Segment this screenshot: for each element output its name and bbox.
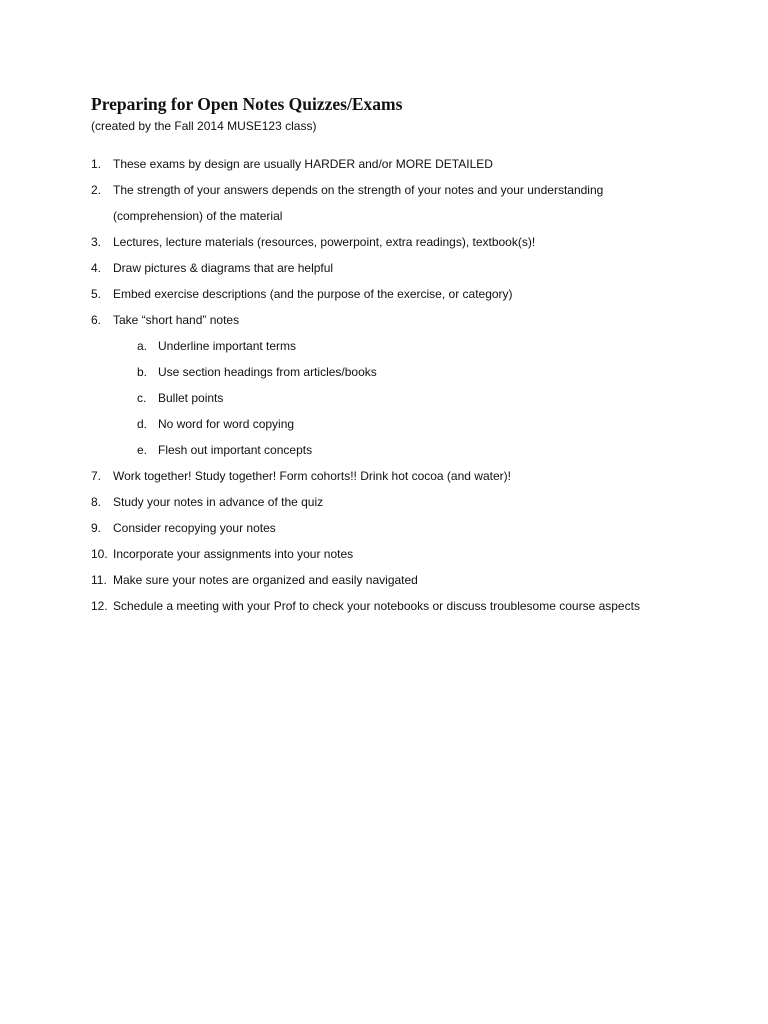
list-item: [91, 151, 731, 177]
list-item-text: Embed exercise descriptions (and the purpose of the exercise, or category): [113, 287, 513, 301]
sub-list-item-text: Bullet points: [158, 391, 224, 405]
list-item-number: 7.: [91, 469, 102, 483]
list-item: [91, 255, 731, 281]
document-title: Preparing for Open Notes Quizzes/Exams: [91, 94, 403, 114]
list-item-number: 1.: [91, 157, 102, 171]
sub-list-item: [91, 411, 731, 437]
list-item-text: Draw pictures & diagrams that are helpful: [113, 261, 334, 275]
list-item-number: 12.: [91, 599, 108, 613]
list-item: [91, 281, 731, 307]
list-item-text: Work together! Study together! Form cohorts!! Drink hot cocoa (and water)!: [113, 469, 511, 483]
list-item-text: These exams by design are usually HARDER and/or MORE DETAILED: [113, 157, 493, 171]
sub-list-item-text: Use section headings from articles/books: [158, 365, 377, 379]
list-item-text: Incorporate your assignments into your notes: [113, 547, 354, 561]
sub-list-item-letter: a.: [137, 339, 148, 353]
list-item-number: 4.: [91, 261, 102, 275]
sub-list-item: [91, 333, 731, 359]
list-item-continuation: (comprehension) of the material: [113, 209, 283, 223]
list-item-number: 8.: [91, 495, 102, 509]
list-item: [91, 567, 731, 593]
list-item: [91, 515, 731, 541]
document-subtitle: (created by the Fall 2014 MUSE123 class): [91, 119, 317, 133]
list-item-text: Study your notes in advance of the quiz: [113, 495, 324, 509]
list-item-text: The strength of your answers depends on the strength of your notes and your understanding: [113, 183, 604, 197]
list-item: [91, 307, 731, 333]
list-item-text: Schedule a meeting with your Prof to check your notebooks or discuss troublesome course aspects: [113, 599, 640, 613]
list-item: [91, 177, 731, 229]
list-item-text: Lectures, lecture materials (resources, powerpoint, extra readings), textbook(s)!: [113, 235, 536, 249]
list-item-number: 11.: [91, 573, 107, 587]
list-item: [91, 463, 731, 489]
list-item-number: 2.: [91, 183, 102, 197]
list-item: [91, 229, 731, 255]
sub-list-item-letter: c.: [137, 391, 147, 405]
list-item: [91, 541, 731, 567]
sub-list-item-letter: b.: [137, 365, 148, 379]
sub-list-item-text: No word for word copying: [158, 417, 295, 431]
sub-list-item: [91, 437, 731, 463]
list-item-number: 10.: [91, 547, 108, 561]
sub-list-item-letter: d.: [137, 417, 148, 431]
sub-list-item-text: Underline important terms: [158, 339, 297, 353]
document-page: [91, 93, 731, 619]
list-item-number: 6.: [91, 313, 102, 327]
list-item: [91, 593, 731, 619]
list-item-number: 9.: [91, 521, 102, 535]
list-item-number: 5.: [91, 287, 102, 301]
sub-list-item: [91, 359, 731, 385]
list-item-text: Take “short hand” notes: [113, 313, 240, 327]
list-item: [91, 489, 731, 515]
sub-list-item-letter: e.: [137, 443, 148, 457]
list-item-text: Consider recopying your notes: [113, 521, 276, 535]
sub-list-item: [91, 385, 731, 411]
list-item-number: 3.: [91, 235, 102, 249]
list-item-text: Make sure your notes are organized and easily navigated: [113, 573, 418, 587]
tips-list: [91, 151, 731, 619]
sub-list-item-text: Flesh out important concepts: [158, 443, 313, 457]
